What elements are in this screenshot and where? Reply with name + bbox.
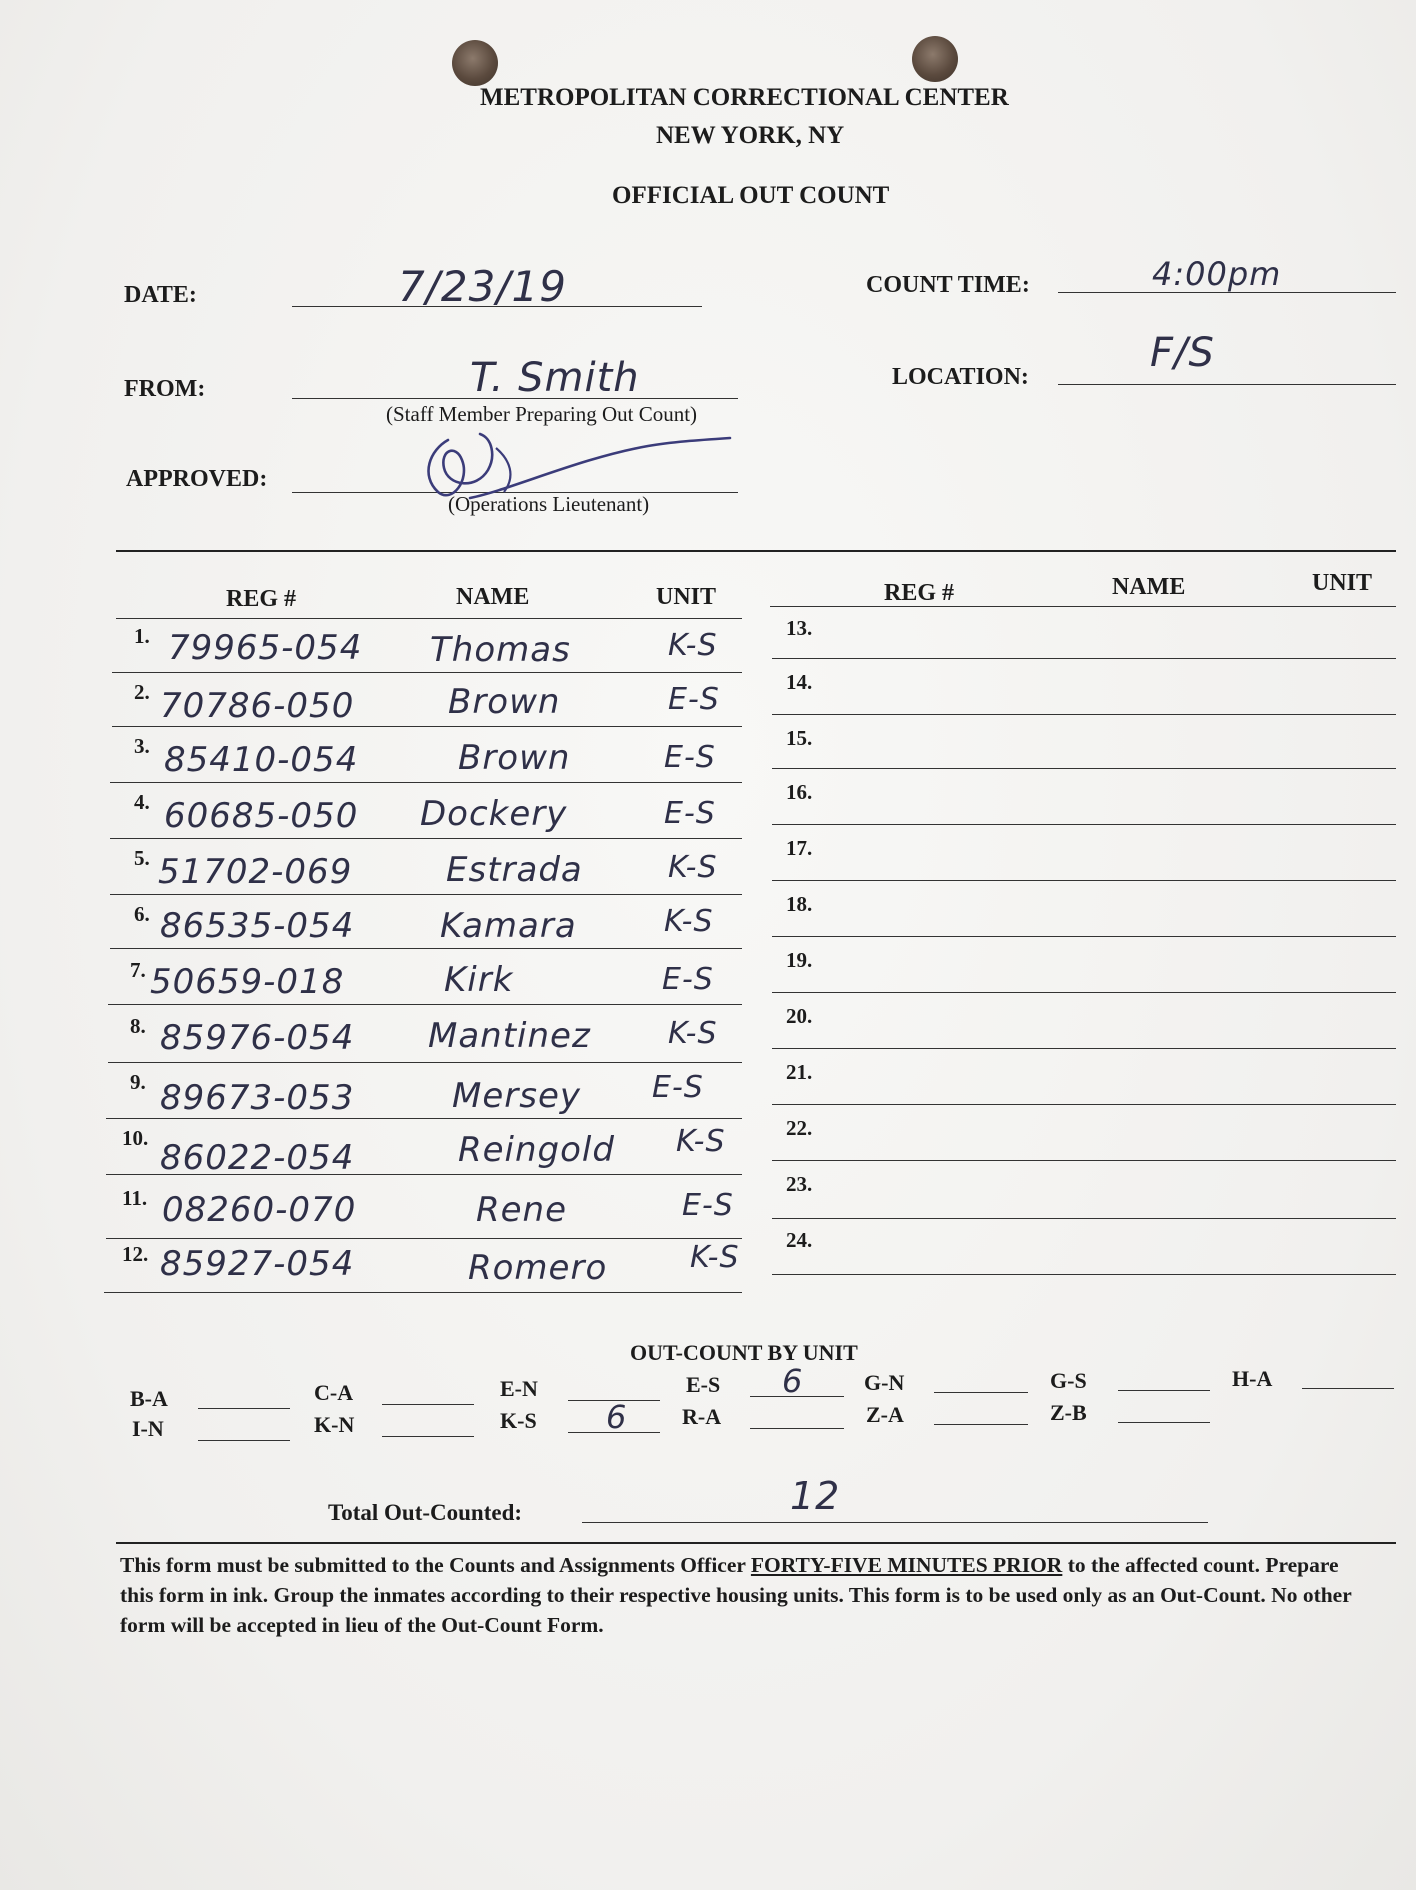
total-value: 12	[790, 1474, 841, 1518]
unit-code: K-S	[668, 628, 718, 663]
col-reg-right: REG #	[884, 580, 955, 606]
row-line	[106, 1174, 742, 1175]
row-line	[110, 948, 742, 949]
date-value: 7/23/19	[398, 262, 567, 311]
inmate-name: Kirk	[444, 960, 514, 1000]
inmate-name: Romero	[468, 1248, 608, 1288]
inmate-name: Brown	[448, 682, 561, 722]
row-line	[772, 768, 1396, 769]
unit-code: E-S	[662, 962, 714, 997]
punch-hole-right	[912, 36, 958, 82]
row-line	[772, 1104, 1396, 1105]
row-number: 4.	[134, 790, 150, 814]
unit-line	[934, 1424, 1028, 1425]
inmate-name: Mantinez	[428, 1016, 591, 1056]
row-line	[772, 1048, 1396, 1049]
row-number: 22.	[786, 1116, 813, 1140]
reg-number: 79965-054	[168, 628, 363, 668]
row-line	[110, 838, 742, 839]
unit-label: Z-A	[866, 1402, 904, 1427]
reg-number: 60685-050	[164, 796, 359, 836]
row-number: 13.	[786, 616, 813, 640]
from-value: T. Smith	[470, 355, 640, 401]
row-number: 16.	[786, 780, 813, 804]
inmate-name: Kamara	[440, 906, 577, 946]
unit-line	[198, 1408, 290, 1409]
row-number: 21.	[786, 1060, 813, 1084]
row-number: 7.	[130, 958, 146, 982]
unit-line	[750, 1428, 844, 1429]
row-number: 24.	[786, 1228, 813, 1252]
unit-label: G-S	[1050, 1368, 1087, 1393]
row-line	[112, 726, 742, 727]
location-label: LOCATION:	[892, 364, 1029, 390]
unit-label: K-S	[500, 1408, 537, 1433]
date-label: DATE:	[124, 282, 197, 308]
reg-number: 50659-018	[150, 962, 345, 1002]
unit-count-value: 6	[606, 1398, 628, 1436]
reg-number: 08260-070	[162, 1190, 357, 1230]
row-line	[104, 1292, 742, 1293]
instructions-text-1: This form must be submitted to the Counts and Assignments Officer	[120, 1553, 751, 1577]
total-label: Total Out-Counted:	[328, 1500, 523, 1525]
unit-line	[198, 1440, 290, 1441]
col-name-left: NAME	[456, 584, 530, 610]
unit-label: E-N	[500, 1376, 538, 1401]
location-value: F/S	[1150, 330, 1215, 376]
reg-number: 86535-054	[160, 906, 355, 946]
location-line	[1058, 384, 1396, 385]
row-line	[772, 992, 1396, 993]
inmate-name: Mersey	[452, 1076, 581, 1116]
unit-code: K-S	[668, 1016, 718, 1051]
row-line	[772, 1218, 1396, 1219]
row-number: 10.	[122, 1126, 149, 1150]
unit-label: R-A	[682, 1404, 722, 1429]
count-time-label: COUNT TIME:	[866, 272, 1030, 298]
row-number: 20.	[786, 1004, 813, 1028]
count-time-value: 4:00pm	[1152, 255, 1282, 293]
outcount-title: OUT-COUNT BY UNIT	[630, 1340, 858, 1365]
row-number: 11.	[122, 1186, 148, 1210]
reg-number: 89673-053	[160, 1078, 355, 1118]
row-line	[110, 782, 742, 783]
unit-label: B-A	[130, 1386, 168, 1411]
row-line	[112, 672, 742, 673]
unit-label: K-N	[314, 1412, 355, 1437]
col-unit-left: UNIT	[656, 584, 717, 610]
inmate-name: Brown	[458, 738, 571, 778]
unit-code: E-S	[664, 796, 716, 831]
reg-number: 86022-054	[160, 1138, 355, 1178]
reg-number: 51702-069	[158, 852, 353, 892]
row-number: 3.	[134, 734, 150, 758]
unit-code: K-S	[690, 1240, 740, 1275]
unit-code: E-S	[668, 682, 720, 717]
row-number: 19.	[786, 948, 813, 972]
row-line	[772, 936, 1396, 937]
city-title: NEW YORK, NY	[656, 122, 845, 149]
unit-code: E-S	[652, 1070, 704, 1105]
footer-divider	[116, 1542, 1396, 1544]
row-number: 23.	[786, 1172, 813, 1196]
row-line	[110, 894, 742, 895]
row-number: 15.	[786, 726, 813, 750]
total-line	[582, 1522, 1208, 1523]
table-header-line-right	[770, 606, 1396, 607]
row-number: 6.	[134, 902, 150, 926]
unit-code: E-S	[682, 1188, 734, 1223]
unit-label: Z-B	[1050, 1400, 1087, 1425]
from-caption: (Staff Member Preparing Out Count)	[386, 402, 698, 426]
row-line	[772, 880, 1396, 881]
row-line	[772, 824, 1396, 825]
unit-line	[1118, 1422, 1210, 1423]
unit-code: K-S	[664, 904, 714, 939]
instructions-text-2: to the affected count. Prepare this form in ink. Group the inmates according to their respective housing units. This form is to be used only as an Out-Count. No other form will be accepted in lieu of the Out-Count Form.	[120, 1553, 1352, 1637]
row-number: 1.	[134, 624, 150, 648]
unit-code: K-S	[676, 1124, 726, 1159]
row-number: 8.	[130, 1014, 146, 1038]
approved-caption: (Operations Lieutenant)	[448, 492, 650, 516]
reg-number: 70786-050	[160, 686, 355, 726]
col-unit-right: UNIT	[1312, 570, 1373, 596]
unit-line	[1302, 1388, 1394, 1389]
section-divider	[116, 550, 1396, 552]
reg-number: 85410-054	[164, 740, 359, 780]
reg-number: 85976-054	[160, 1018, 355, 1058]
unit-line	[382, 1404, 474, 1405]
row-number: 14.	[786, 670, 813, 694]
row-line	[108, 1062, 742, 1063]
unit-line	[382, 1436, 474, 1437]
unit-label: G-N	[864, 1370, 905, 1395]
instructions-deadline: FORTY-FIVE MINUTES PRIOR	[750, 1553, 1063, 1577]
institution-title: METROPOLITAN CORRECTIONAL CENTER	[480, 84, 1009, 111]
row-line	[772, 658, 1396, 659]
row-number: 2.	[134, 680, 150, 704]
unit-line	[934, 1392, 1028, 1393]
row-number: 5.	[134, 846, 150, 870]
inmate-name: Dockery	[420, 794, 568, 834]
unit-label: I-N	[132, 1416, 164, 1441]
unit-code: E-S	[664, 740, 716, 775]
form-title: OFFICIAL OUT COUNT	[612, 182, 890, 209]
inmate-name: Reingold	[458, 1130, 615, 1170]
row-line	[106, 1118, 742, 1119]
col-name-right: NAME	[1112, 574, 1186, 600]
row-line	[106, 1238, 742, 1239]
row-line	[772, 1160, 1396, 1161]
row-line	[772, 714, 1396, 715]
instructions	[120, 1550, 1370, 1640]
unit-label: E-S	[686, 1372, 721, 1397]
table-header-line-left	[116, 618, 742, 619]
col-reg-left: REG #	[226, 586, 297, 612]
punch-hole-left	[452, 40, 498, 86]
row-number: 18.	[786, 892, 813, 916]
unit-label: H-A	[1232, 1366, 1273, 1391]
row-number: 9.	[130, 1070, 146, 1094]
row-number: 12.	[122, 1242, 149, 1266]
unit-code: K-S	[668, 850, 718, 885]
inmate-name: Thomas	[430, 630, 571, 670]
row-line	[108, 1004, 742, 1005]
unit-count-value: 6	[782, 1362, 804, 1400]
unit-line	[1118, 1390, 1210, 1391]
from-label: FROM:	[124, 376, 206, 402]
approved-label: APPROVED:	[126, 466, 268, 492]
row-number: 17.	[786, 836, 813, 860]
row-line	[772, 1274, 1396, 1275]
inmate-name: Estrada	[446, 850, 583, 890]
inmate-name: Rene	[476, 1190, 568, 1230]
reg-number: 85927-054	[160, 1244, 355, 1284]
unit-label: C-A	[314, 1380, 354, 1405]
